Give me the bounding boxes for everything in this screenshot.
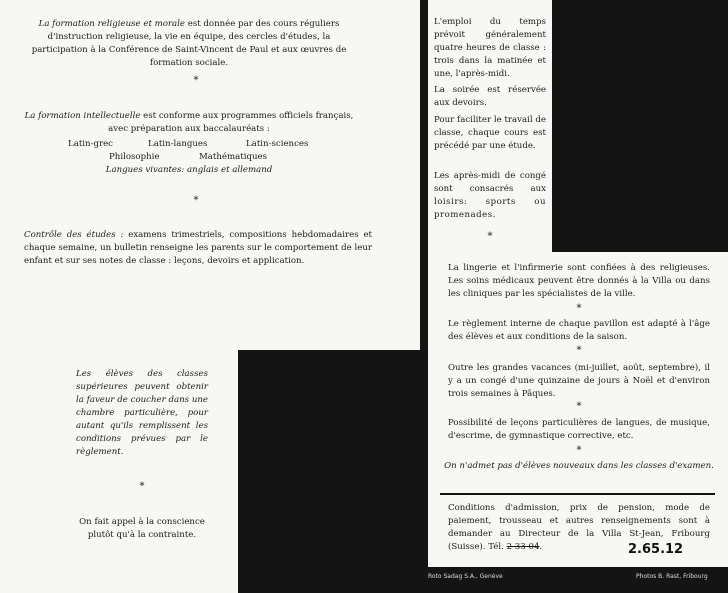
separator-star: * [576, 401, 582, 412]
old-telephone: 2 33 04 [506, 542, 540, 552]
bac-latin-langues: Latin-langues [148, 139, 208, 149]
right-column-panel [428, 0, 552, 252]
contact-divider [440, 493, 715, 495]
emploi-du-temps-paragraph: L'emploi du temps prévoit généralement quatre heures de classe : trois dans la matinée et une, l'après-midi. [434, 17, 546, 79]
etude-paragraph: Pour faciliter le travail de classe, chaque cours est précédé par une étude. [434, 115, 546, 151]
printer-credit: Roto Sadag S.A., Genève [428, 573, 503, 580]
intellectual-formation-heading: La formation intellectuelle [24, 111, 141, 121]
chambre-particuliere-paragraph: Les élèves des classes supérieures peuvent obtenir la faveur de coucher dans une chambre particulière, pour autant qu'ils remplissent les conditions prévues par le règlement. [76, 369, 208, 457]
bac-latin-sciences: Latin-sciences [246, 139, 309, 149]
separator-star: * [487, 231, 493, 242]
religious-formation-paragraph: La formation religieuse et morale est donnée par des cours réguliers d'instruction religieuse, la vie en équipe, des cercles d'études, la participation à la Conférence de Saint-Vincent de Paul et aux œuvres de formation sociale. [31, 19, 347, 68]
langues-vivantes: Langues vivantes: anglais et allemand [105, 165, 273, 175]
contact-paragraph: Conditions d'admission, prix de pension, mode de paiement, trousseau et autres renseignements sont à demander au Directeur de la Villa St-Jean, Fribourg (Suisse). Tél. 2 33 04. [448, 503, 710, 552]
right-lower-panel [428, 252, 728, 567]
religious-formation-heading: La formation religieuse et morale [38, 19, 186, 29]
apres-midi-conge-paragraph: Les après-midi de congé sont consacrés aux loisirs: sports ou promenades. [434, 171, 546, 220]
separator-star: * [193, 75, 199, 86]
separator-star: * [139, 481, 145, 492]
admission-notice: On n'admet pas d'élèves nouveaux dans les classes d'examen. [444, 461, 714, 471]
separator-star: * [193, 195, 199, 206]
bac-mathematiques: Mathématiques [199, 152, 268, 162]
controle-etudes-paragraph: Contrôle des études : examens trimestriels, compositions hebdomadaires et chaque semaine, un bulletin renseigne les parents sur le comportement de leur enfant et sur ses notes de classe : leçons, devoirs et application. [24, 230, 373, 266]
controle-etudes-heading: Contrôle des études : [24, 230, 124, 240]
separator-star: * [576, 303, 582, 314]
telephone-number: 2.65.12 [628, 542, 684, 557]
separator-star: * [576, 445, 582, 456]
left-text-panel [0, 0, 420, 350]
lecons-particulieres-paragraph: Possibilité de leçons particulières de langues, de musique, d'escrime, de gymnastique corrective, etc. [448, 418, 710, 441]
bac-philosophie: Philosophie [109, 152, 160, 162]
left-bottom-panel [0, 350, 238, 593]
reglement-interne-paragraph: Le règlement interne de chaque pavillon est adapté à l'âge des élèves et aux conditions de la saison. [448, 319, 710, 342]
soiree-paragraph: La soirée est réservée aux devoirs. [434, 85, 546, 108]
intellectual-formation-paragraph: La formation intellectuelle est conforme aux programmes officiels français, avec préparation aux baccalauréats : [24, 111, 354, 134]
lingerie-infirmerie-paragraph: La lingerie et l'infirmerie sont confiées à des religieuses. Les soins médicaux peuvent être donnés à la Villa ou dans les cliniques par les spécialistes de la ville. [448, 263, 710, 299]
separator-star: * [576, 345, 582, 356]
conscience-paragraph: On fait appel à la conscience plutôt qu'à la contrainte. [79, 517, 205, 540]
bac-latin-grec: Latin-grec [68, 139, 113, 149]
photo-credit: Photos B. Rast, Fribourg [636, 573, 708, 580]
vacances-paragraph: Outre les grandes vacances (mi-juillet, août, septembre), il y a un congé d'une quinzaine de jours à Noël et d'environ trois semaines à Pâques. [448, 363, 710, 399]
